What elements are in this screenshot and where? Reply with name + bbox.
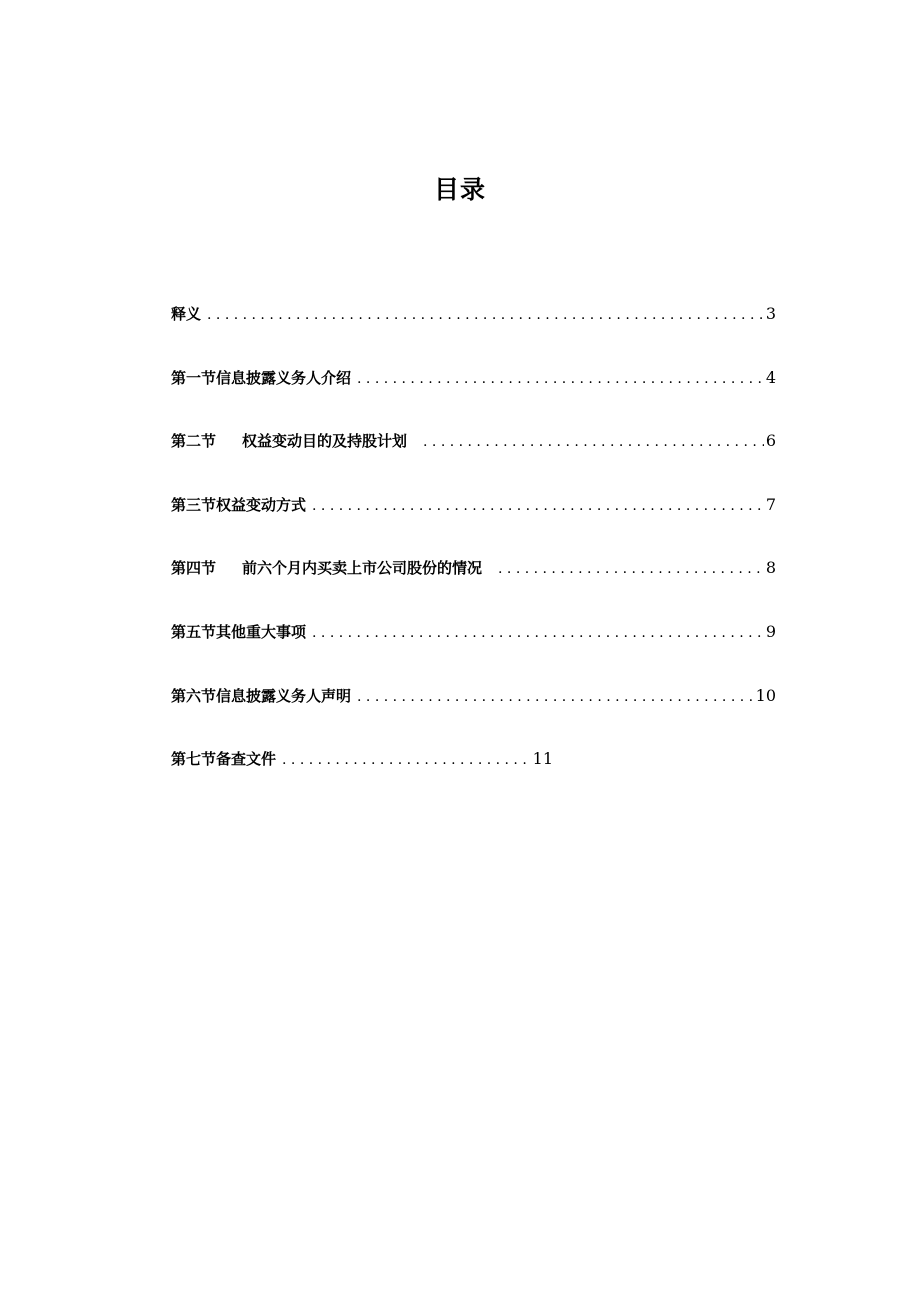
toc-entry-label xyxy=(171,425,407,457)
toc-dot-leader xyxy=(423,426,764,458)
toc-page-number: 6 xyxy=(765,431,776,451)
toc-entry-section-4[interactable] xyxy=(171,552,776,584)
toc-entry-label xyxy=(171,552,482,584)
toc-page-number: 9 xyxy=(765,621,776,641)
toc-entry-section-1[interactable] xyxy=(171,362,776,394)
page-title: 目录 xyxy=(433,175,486,204)
toc-section-title: 前六个月内买卖上市公司股份的情况 xyxy=(242,559,483,578)
toc-page-number: 3 xyxy=(765,304,776,323)
toc-section-title: 权益变动目的及持股计划 xyxy=(242,432,408,451)
toc-entry-section-5[interactable] xyxy=(171,616,776,648)
toc-section-number: 第四节 xyxy=(171,559,217,578)
toc-entry-section-3[interactable] xyxy=(171,489,776,521)
toc-entry-section-7[interactable] xyxy=(171,743,553,775)
toc-page-number: 8 xyxy=(765,558,776,578)
toc-dot-leader xyxy=(312,617,764,649)
toc-entry-label: 第一节信息披露义务人介绍 xyxy=(171,368,352,387)
toc-dot-leader xyxy=(357,363,764,395)
toc-entry-definitions[interactable] xyxy=(171,298,776,330)
toc-dot-leader xyxy=(282,744,531,776)
toc-page-number: 11 xyxy=(532,749,553,769)
toc-page-number: 10 xyxy=(755,685,776,705)
toc-entry-label: 第三节权益变动方式 xyxy=(171,495,307,514)
toc-entry-section-2[interactable] xyxy=(171,425,776,457)
toc-page-number: 4 xyxy=(765,367,776,387)
toc-entry-label: 第六节信息披露义务人声明 xyxy=(171,686,352,705)
toc-entry-section-6[interactable] xyxy=(171,680,776,712)
table-of-contents xyxy=(171,298,776,807)
toc-dot-leader xyxy=(207,299,764,331)
toc-dot-leader xyxy=(357,681,754,713)
toc-entry-label: 第五节其他重大事项 xyxy=(171,622,307,641)
toc-section-number: 第二节 xyxy=(171,432,217,451)
toc-page-number: 7 xyxy=(765,494,776,514)
toc-dot-leader xyxy=(312,490,764,522)
toc-entry-label: 释义 xyxy=(171,305,202,323)
toc-entry-label: 第七节备查文件 xyxy=(171,750,277,769)
toc-dot-leader xyxy=(498,553,764,585)
